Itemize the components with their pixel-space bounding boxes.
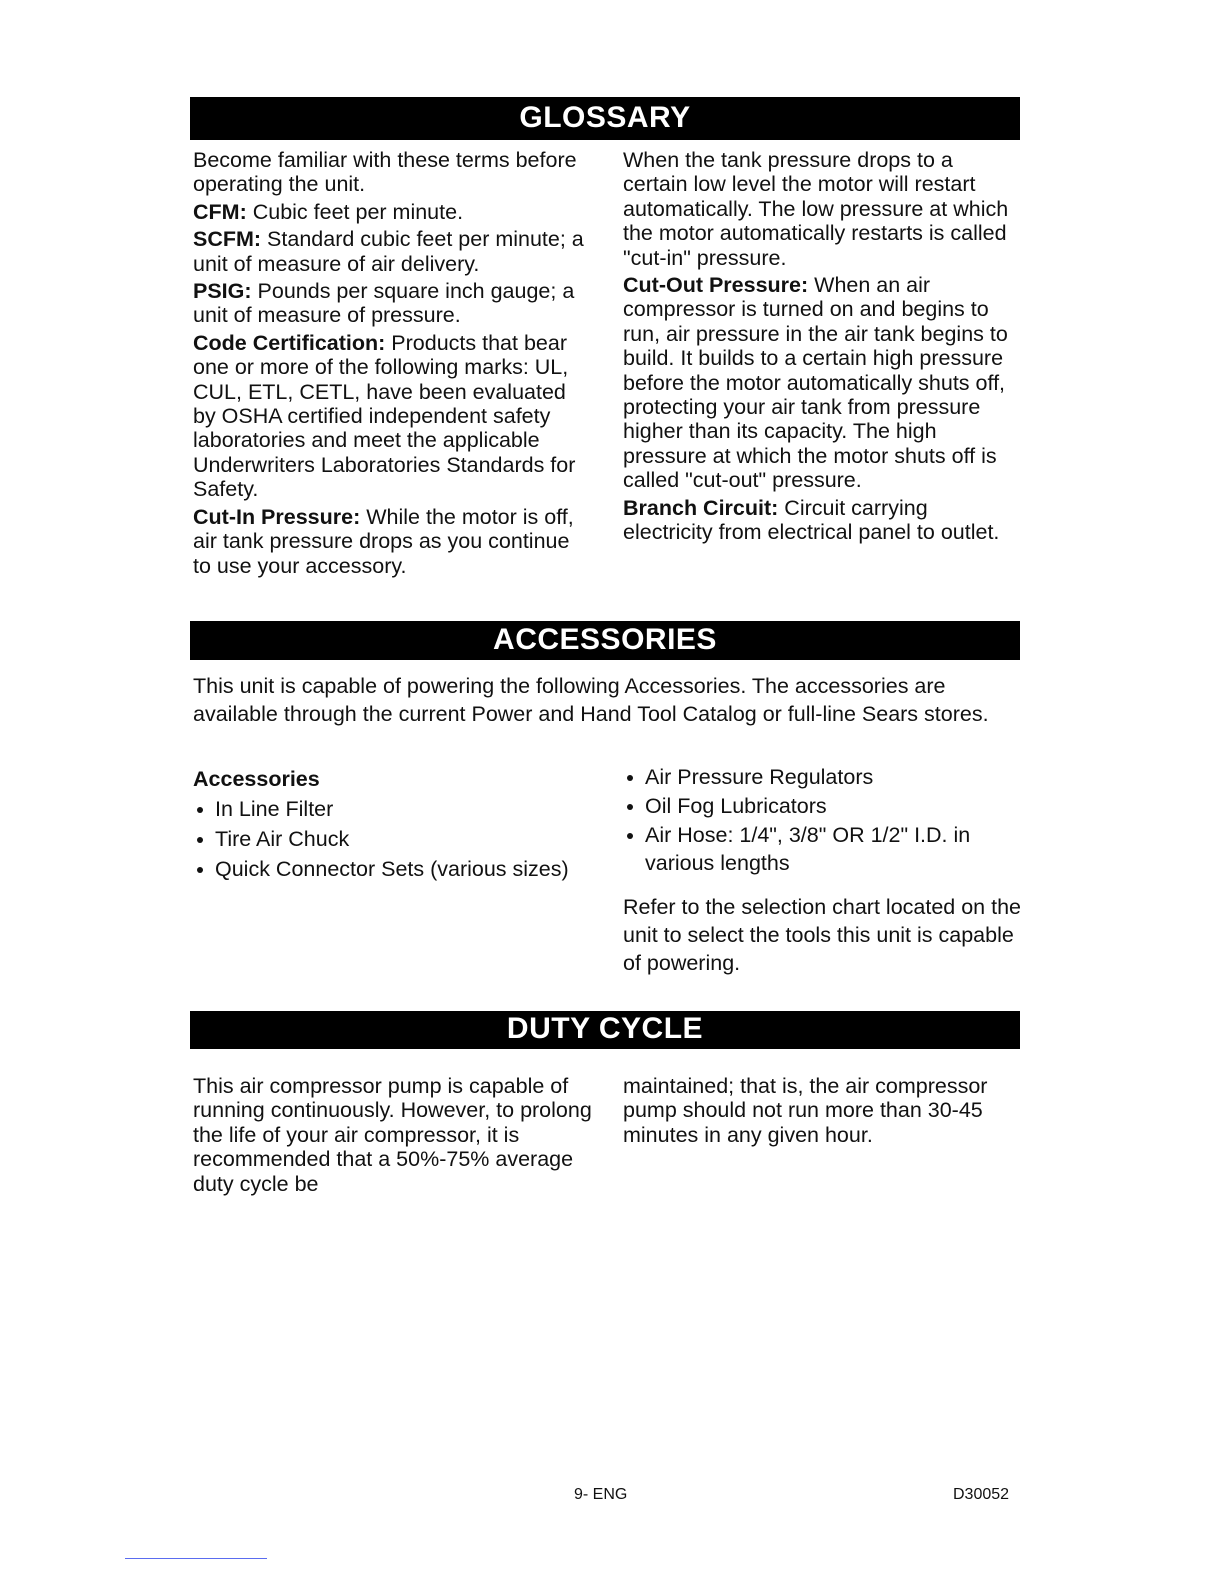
glossary-heading-text: GLOSSARY [519,101,691,134]
glossary-definition: Products that bear one or more of the following marks: UL, CUL, ETL, CETL, have been evaluated by OSHA certified independent safety laboratories and meet the applicable Underwriters Laboratories Standards for Safety. [193,330,576,502]
glossary-term: PSIG: [193,279,252,304]
glossary-entry-cfm [193,200,593,224]
accessories-heading-text: ACCESSORIES [493,623,717,656]
list-item: Air Pressure Regulators [623,763,1021,791]
glossary-entry-psig [193,279,593,328]
list-item: Quick Connector Sets (various sizes) [193,855,593,884]
glossary-entry-code-certification [193,331,593,502]
glossary-definition: Standard cubic feet per minute; a unit of measure of air delivery. [193,227,584,276]
duty-cycle-left-text: This air compressor pump is capable of running continuously. However, to prolong the life of your air compressor, it is recommended that a 50%-75% average duty cycle be [193,1074,592,1196]
glossary-term: SCFM: [193,227,262,252]
glossary-entry-branch-circuit [623,496,1018,545]
glossary-term: Code Certification: [193,330,386,355]
glossary-right-column [623,148,1018,548]
glossary-definition: Circuit carrying electricity from electrical panel to outlet. [623,495,1000,545]
accessories-left-column [193,765,593,885]
duty-cycle-right-text: maintained; that is, the air compressor pump should not run more than 30-45 minutes in any given hour. [623,1074,988,1147]
glossary-definition: When an air compressor is turned on and begins to run, air pressure in the air tank begins to build. It builds to a certain high pressure before the motor automatically shuts off, protecting your air tank from pressure higher than its capacity. The high pressure at which the motor shuts off is called "cut-out" pressure. [623,273,1008,493]
glossary-term: Cut-In Pressure: [193,504,361,529]
glossary-left-column [193,148,593,581]
list-item: In Line Filter [193,795,593,824]
glossary-entry-cut-out-pressure [623,273,1018,493]
glossary-cut-in-continuation: When the tank pressure drops to a certain low level the motor will restart automatically. The low pressure at which the motor automatically restarts is called "cut-in" pressure. [623,148,1009,270]
glossary-definition: Cubic feet per minute. [246,199,464,224]
duty-cycle-heading [190,1011,1020,1049]
footer-divider [125,1558,267,1559]
accessories-list-left [193,795,593,884]
list-item: Tire Air Chuck [193,825,593,854]
accessories-right-column [623,763,1021,980]
glossary-entry-scfm [193,227,593,276]
glossary-term: Branch Circuit: [623,495,779,520]
glossary-entry-cut-in-pressure [193,505,593,578]
accessories-refer-text: Refer to the selection chart located on the unit to select the tools this unit is capable of powering. [623,895,1021,975]
page-number: 9- ENG [574,1486,628,1503]
glossary-definition: While the motor is off, air tank pressure drops as you continue to use your accessory. [193,504,574,578]
duty-cycle-heading-text: DUTY CYCLE [506,1012,704,1045]
glossary-intro: Become familiar with these terms before operating the unit. [193,148,577,197]
glossary-term: CFM: [193,199,247,224]
document-code: D30052 [953,1486,1010,1503]
accessories-heading [190,621,1020,660]
accessories-intro: This unit is capable of powering the following Accessories. The accessories are available through the current Power and Hand Tool Catalog or full-line Sears stores. [193,674,989,726]
glossary-term: Cut-Out Pressure: [623,273,809,298]
list-item: Oil Fog Lubricators [623,792,1021,820]
accessories-list-heading: Accessories [193,767,320,791]
accessories-list-right [623,763,1021,877]
glossary-definition: Pounds per square inch gauge; a unit of measure of pressure. [193,279,575,328]
list-item: Air Hose: 1/4", 3/8" OR 1/2" I.D. in various lengths [623,821,1021,877]
glossary-heading [190,97,1020,140]
